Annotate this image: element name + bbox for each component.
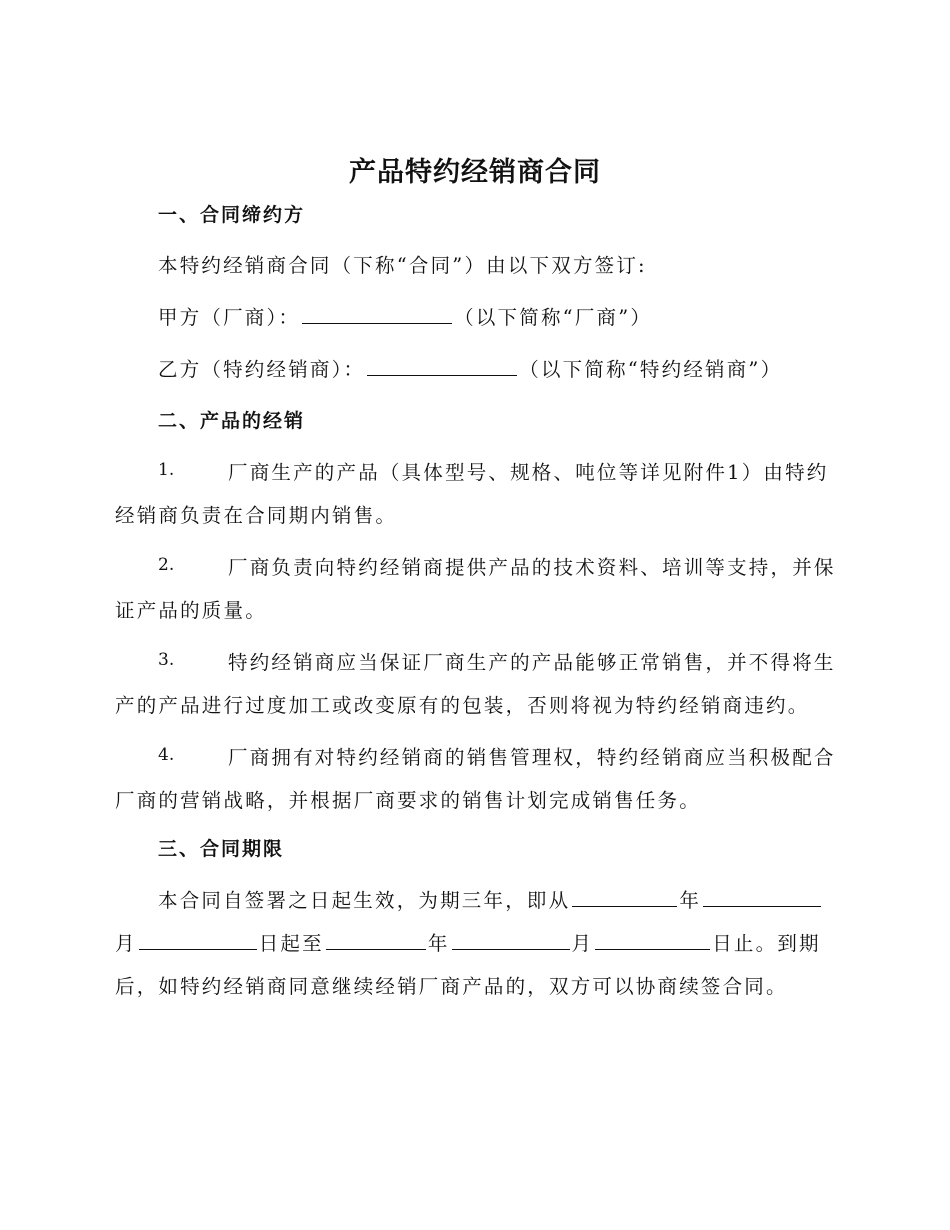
start-month-blank[interactable]	[703, 888, 821, 907]
item-text-line: 厂商生产的产品（具体型号、规格、吨位等详见附件1）由特约	[228, 461, 829, 484]
term-line-3: 后，如特约经销商同意继续经销厂商产品的，双方可以协商续签合同。	[115, 975, 788, 998]
item-text-line: 特约经销商应当保证厂商生产的产品能够正常销售，并不得将生	[228, 651, 836, 674]
item-number: 3.	[158, 650, 175, 670]
party-a-suffix: （以下简称“厂商”）	[454, 306, 653, 329]
section-heading-distribution: 二、产品的经销	[158, 410, 306, 432]
item-text-line: 证产品的质量。	[115, 599, 267, 622]
party-b-name-blank[interactable]	[367, 357, 517, 376]
term-text: 本合同自签署之日起生效，为期三年，即从	[158, 889, 571, 912]
document-title: 产品特约经销商合同	[349, 157, 601, 188]
item-text-line: 经销商负责在合同期内销售。	[115, 504, 398, 527]
end-day-blank[interactable]	[595, 931, 710, 950]
month-label: 月	[115, 932, 137, 955]
end-day-label: 日止。到期	[712, 932, 821, 955]
year-label: 年	[427, 932, 450, 955]
start-day-blank[interactable]	[139, 931, 257, 950]
start-year-blank[interactable]	[572, 888, 677, 907]
section-heading-parties: 一、合同缔约方	[158, 204, 306, 226]
parties-intro: 本特约经销商合同（下称“合同”）由以下双方签订:	[158, 254, 647, 277]
party-b-suffix: （以下简称“特约经销商”）	[519, 358, 783, 381]
month-label: 月	[571, 932, 594, 955]
section-heading-term: 三、合同期限	[158, 838, 285, 860]
party-a-name-blank[interactable]	[302, 305, 452, 324]
item-number: 4.	[158, 745, 175, 765]
item-number: 1.	[158, 460, 175, 480]
item-text-line: 厂商拥有对特约经销商的销售管理权，特约经销商应当积极配合	[228, 746, 836, 769]
start-day-label: 日起至	[258, 932, 324, 955]
end-year-blank[interactable]	[326, 931, 426, 950]
term-line-1	[158, 885, 823, 913]
item-text-line: 厂商的营销战略，并根据厂商要求的销售计划完成销售任务。	[115, 789, 701, 812]
term-line-2	[115, 928, 835, 956]
party-a-label: 甲方（厂商）：	[158, 306, 301, 329]
end-month-blank[interactable]	[452, 931, 570, 950]
party-b-label: 乙方（特约经销商）：	[158, 358, 366, 381]
party-a-line	[158, 302, 652, 330]
item-text-line: 厂商负责向特约经销商提供产品的技术资料、培训等支持，并保	[228, 556, 836, 579]
item-text-line: 产的产品进行过度加工或改变原有的包装，否则将视为特约经销商违约。	[115, 694, 810, 717]
party-b-line	[158, 354, 782, 382]
item-number: 2.	[158, 555, 175, 575]
year-label: 年	[679, 889, 702, 912]
